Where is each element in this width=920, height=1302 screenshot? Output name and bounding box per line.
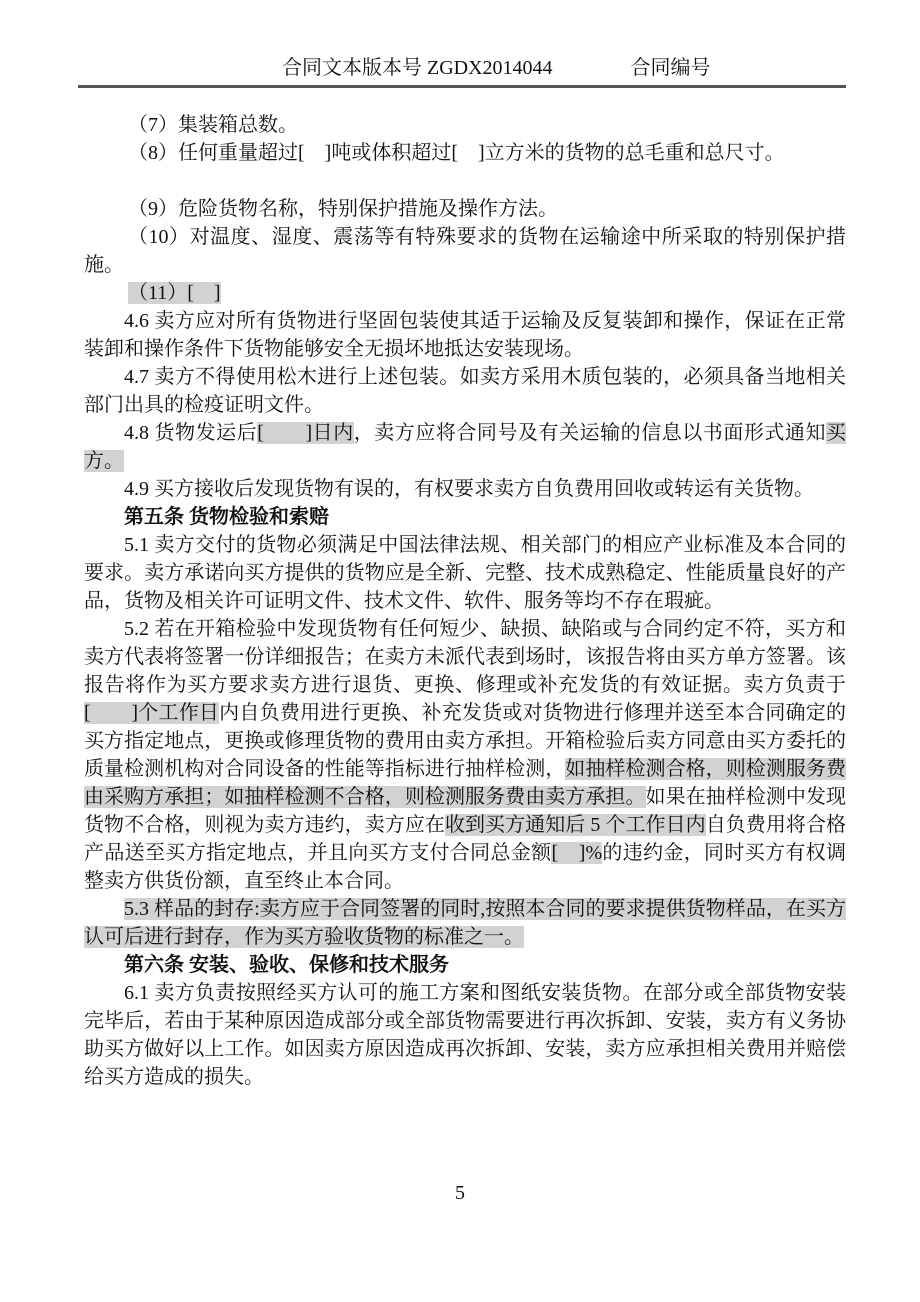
text-run: 内自负费用进行更换、补充发货或对货物进行修理并送至本合同确定的买方指定地点，更换或修理货物的费用由卖方承担。开箱检验后卖方同意由买方委托的质量检测机构对合同设备的性能等指标进行抽样检测，: [84, 702, 847, 780]
text-run: 6.1 卖方负责按照经买方认可的施工方案和图纸安装货物。在部分或全部货物安装完毕后，若由于某种原因造成部分或全部货物需要进行再次拆卸、安装，卖方有义务协助买方做好以上工作。如因卖方原因造成再次拆卸、安装，卖方应承担相关费用并赔偿给买方造成的损失。: [84, 982, 846, 1088]
paragraph-11: [84, 503, 846, 531]
highlighted-text: [ ]个工作日: [84, 702, 220, 724]
paragraph-7: [84, 307, 846, 363]
text-run: （8）任何重量超过[ ]吨或体积超过[ ]立方米的货物的总毛重和总尺寸。: [128, 142, 785, 164]
paragraph-6: [84, 279, 846, 307]
paragraph-16: [84, 979, 846, 1091]
paragraph-1: [84, 111, 846, 139]
text-run: 5.1 卖方交付的货物必须满足中国法律法规、相关部门的相应产业标准及本合同的要求。卖方承诺向买方提供的货物应是全新、完整、技术成熟稳定、性能质量良好的产品，货物及相关许可证明文件、技术文件、软件、服务等均不存在瑕疵。: [84, 534, 846, 612]
paragraph-15: [84, 951, 846, 979]
highlighted-text: 收到买方通知后 5 个工作日内: [444, 814, 706, 836]
text-run: 4.8 货物发运后: [124, 422, 258, 444]
text-run: ，卖方应将合同号及有关运输的信息以书面形式通知: [353, 422, 827, 444]
highlighted-text: 如抽样检测合格，则检测服务费由采购方承担；如抽样检测不合格，则检测服务费由卖方承担。: [84, 758, 846, 808]
text-run: 4.9 买方接收后发现货物有误的，有权要求卖方自负费用回收或转运有关货物。: [124, 478, 814, 500]
highlighted-text: [ ]%: [551, 842, 603, 864]
highlighted-text: （11）[ ]: [128, 282, 221, 304]
paragraph-5: [84, 223, 846, 279]
paragraph-14: [84, 895, 846, 951]
document-body: [84, 111, 846, 1091]
text-run: （7）集装箱总数。: [128, 114, 298, 136]
paragraph-3: [84, 167, 846, 195]
text-run: 5.2 若在开箱检验中发现货物有任何短少、缺损、缺陷或与合同约定不符，买方和卖方代表将签署一份详细报告；在卖方未派代表到场时，该报告将由买方单方签署。该报告将作为买方要求卖方进行退货、更换、修理或补充发货的有效证据。卖方负责于: [84, 618, 846, 696]
text-run: 4.7 卖方不得使用松木进行上述包装。如卖方采用木质包装的，必须具备当地相关部门出具的检疫证明文件。: [84, 366, 846, 416]
paragraph-4: [84, 195, 846, 223]
text-run: 第六条 安装、验收、保修和技术服务: [124, 954, 449, 976]
contract-number-label: 合同编号: [630, 57, 711, 79]
paragraph-12: [84, 531, 846, 615]
text-run: （9）危险货物名称，特别保护措施及操作方法。: [128, 198, 558, 220]
highlighted-text: 买方。: [84, 422, 847, 472]
text-run: 的违约金，同时买方有权调整卖方供货份额，直至终止本合同。: [84, 842, 847, 892]
text-run: 第五条 货物检验和索赔: [124, 506, 329, 528]
header-rule-divider: [78, 85, 846, 88]
highlighted-text: [ ]日内: [257, 422, 354, 444]
text-run: 自负费用将合格产品送至买方指定地点，并且向买方支付合同总金额: [84, 814, 847, 864]
paragraph-2: [84, 139, 846, 167]
paragraph-10: [84, 475, 846, 503]
text-run: 4.6 卖方应对所有货物进行坚固包装使其适于运输及反复装卸和操作，保证在正常装卸和操作条件下货物能够安全无损坏地抵达安装现场。: [84, 310, 846, 360]
paragraph-13: [84, 615, 846, 895]
paragraph-8: [84, 363, 846, 419]
highlighted-text: 5.3 样品的封存:卖方应于合同签署的同时,按照本合同的要求提供货物样品，在买方认可后进行封存，作为买方验收货物的标准之一。: [84, 898, 846, 948]
document-header: [84, 56, 846, 80]
text-run: 如果在抽样检测中发现货物不合格，则视为卖方违约，卖方应在: [84, 786, 847, 836]
contract-version-label: 合同文本版本号 ZGDX2014044: [282, 57, 553, 79]
text-run: （10）对温度、湿度、震荡等有特殊要求的货物在运输途中所采取的特别保护措施。: [84, 226, 846, 276]
page-footer: [0, 1182, 920, 1205]
page-number: 5: [455, 1182, 465, 1204]
paragraph-9: [84, 419, 846, 475]
